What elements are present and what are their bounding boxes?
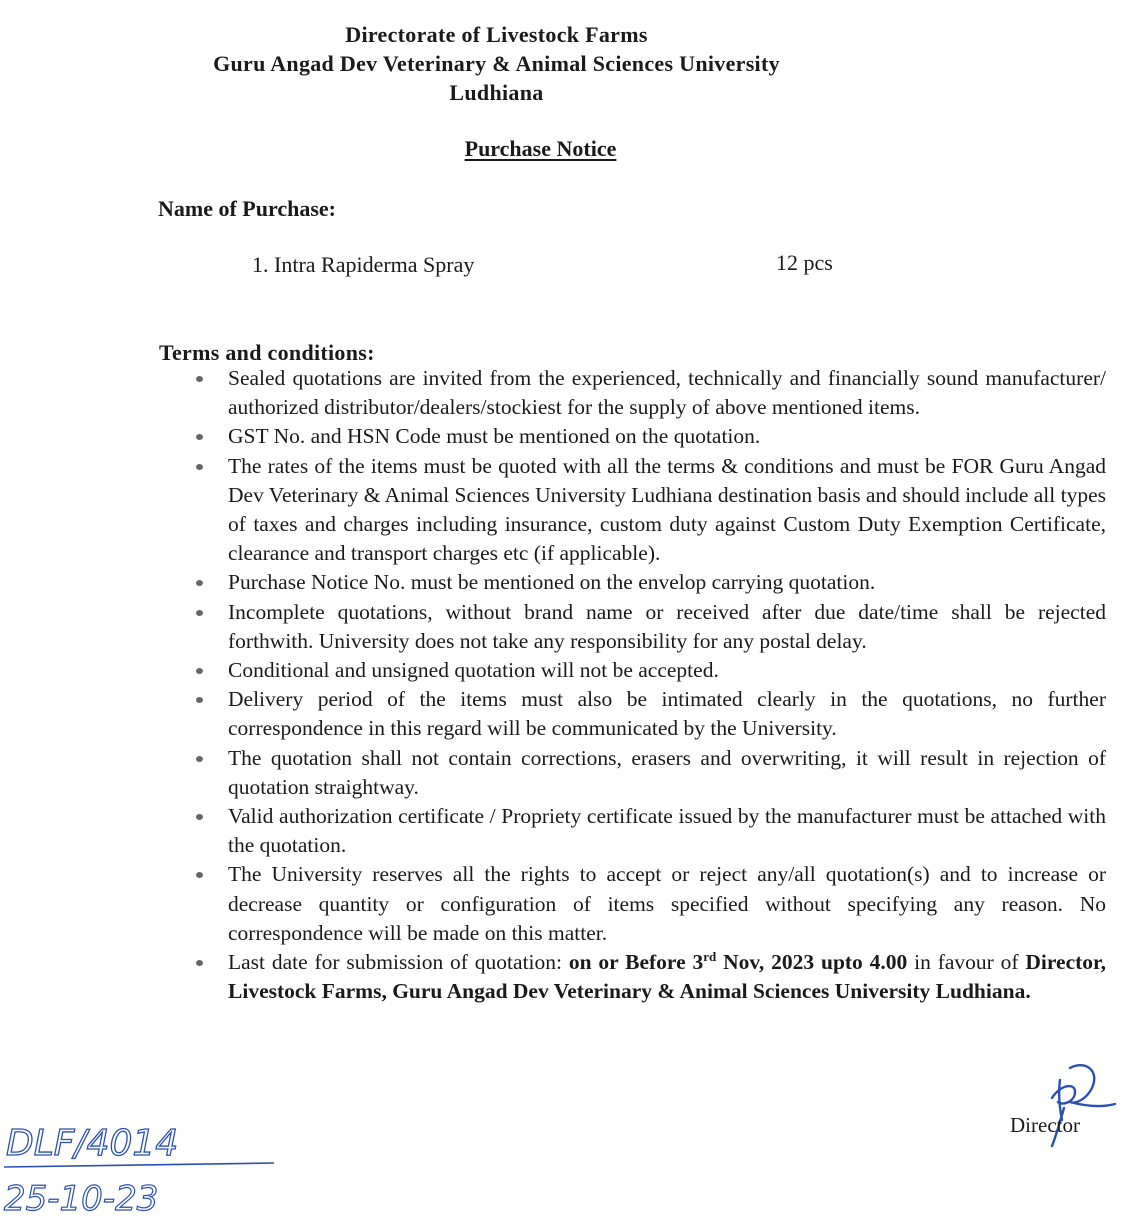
purchase-item-quantity: 12 pcs: [776, 250, 833, 275]
bullet-icon: [196, 580, 203, 586]
term-item: [196, 685, 1106, 743]
bullet-icon: [196, 756, 203, 762]
last-date-superscript: rd: [703, 948, 717, 964]
term-item: [196, 452, 1106, 569]
name-of-purchase-label: Name of Purchase:: [158, 196, 336, 221]
term-text: The quotation shall not contain corrections, erasers and overwriting, it will result in rejection of quotation straightway.: [228, 745, 1106, 799]
purchase-item-name: Intra Rapiderma Spray: [274, 252, 475, 277]
term-text: Sealed quotations are invited from the experienced, technically and financially sound manufacturer/ authorized distributor/dealers/stockiest for the supply of above mentioned items.: [228, 366, 1106, 420]
bullet-icon: [196, 668, 203, 674]
term-text: Purchase Notice No. must be mentioned on the envelop carrying quotation.: [228, 570, 876, 595]
last-date-mid: in favour of: [907, 950, 1026, 975]
bullet-icon: [196, 464, 203, 470]
term-item: [196, 744, 1106, 802]
term-item: [196, 568, 1106, 597]
term-text: The rates of the items must be quoted with all the terms & conditions and must be FOR Guru Angad Dev Veterinary & Animal Sciences University Ludhiana destination basis and should include all types of taxes and charges including insurance, custom duty against Custom Duty Exemption Certificate, clearance and transport charges etc (if applicable).: [228, 453, 1106, 566]
header-university: Guru Angad Dev Veterinary & Animal Sciences University: [213, 51, 780, 76]
bullet-icon: [196, 960, 203, 966]
bullet-icon: [196, 697, 203, 703]
director-label: Director: [1010, 1113, 1080, 1137]
bullet-icon: [196, 376, 203, 382]
bullet-icon: [196, 814, 203, 820]
term-item: [196, 860, 1106, 948]
term-item: [196, 802, 1106, 860]
favour-of-text: Director, Livestock Farms, Guru Angad Dev Veterinary & Animal Sciences University Ludhiana.: [228, 950, 1106, 1004]
term-item: [196, 422, 1106, 451]
bullet-icon: [196, 610, 203, 616]
term-text: Conditional and unsigned quotation will not be accepted.: [228, 658, 719, 683]
handwritten-date: 25-10-23: [4, 1179, 159, 1219]
term-item: [196, 598, 1106, 656]
last-date-prefix: Last date for submission of quotation:: [228, 950, 569, 975]
handwritten-reference: [0, 1110, 290, 1220]
term-text: Valid authorization certificate / Propriety certificate issued by the manufacturer must be attached with the quotation.: [228, 804, 1106, 858]
term-text: GST No. and HSN Code must be mentioned on the quotation.: [228, 424, 761, 449]
bullet-icon: [196, 872, 203, 878]
last-date-bold-1: on or Before 3: [568, 950, 704, 975]
term-item: [196, 364, 1106, 422]
last-date-bold-2: Nov, 2023 upto 4.00: [716, 950, 908, 975]
header-directorate: Directorate of Livestock Farms: [345, 22, 648, 47]
terms-list: [196, 364, 1106, 1006]
term-text: Delivery period of the items must also be intimated clearly in the quotations, no further correspondence in this regard will be communicated by the University.: [228, 687, 1106, 741]
term-text: Incomplete quotations, without brand name or received after due date/time shall be rejected forthwith. University does not take any responsibility for any postal delay.: [228, 599, 1106, 653]
term-item: [196, 656, 1106, 685]
purchase-item: [252, 252, 474, 278]
term-text: The University reserves all the rights to accept or reject any/all quotation(s) and to increase or decrease quantity or configuration of items specified without specifying any reason. No correspondence will be made on this matter.: [228, 862, 1106, 945]
bullet-icon: [196, 434, 203, 440]
header-city: Ludhiana: [449, 80, 544, 105]
handwritten-ref-number: DLF/4014: [6, 1123, 179, 1164]
page-title-text: Purchase Notice: [464, 136, 617, 161]
term-item-last-date: [196, 948, 1106, 1006]
page-title: [0, 136, 1110, 162]
terms-label: Terms and conditions:: [159, 340, 375, 365]
purchase-item-number: 1.: [252, 252, 269, 277]
